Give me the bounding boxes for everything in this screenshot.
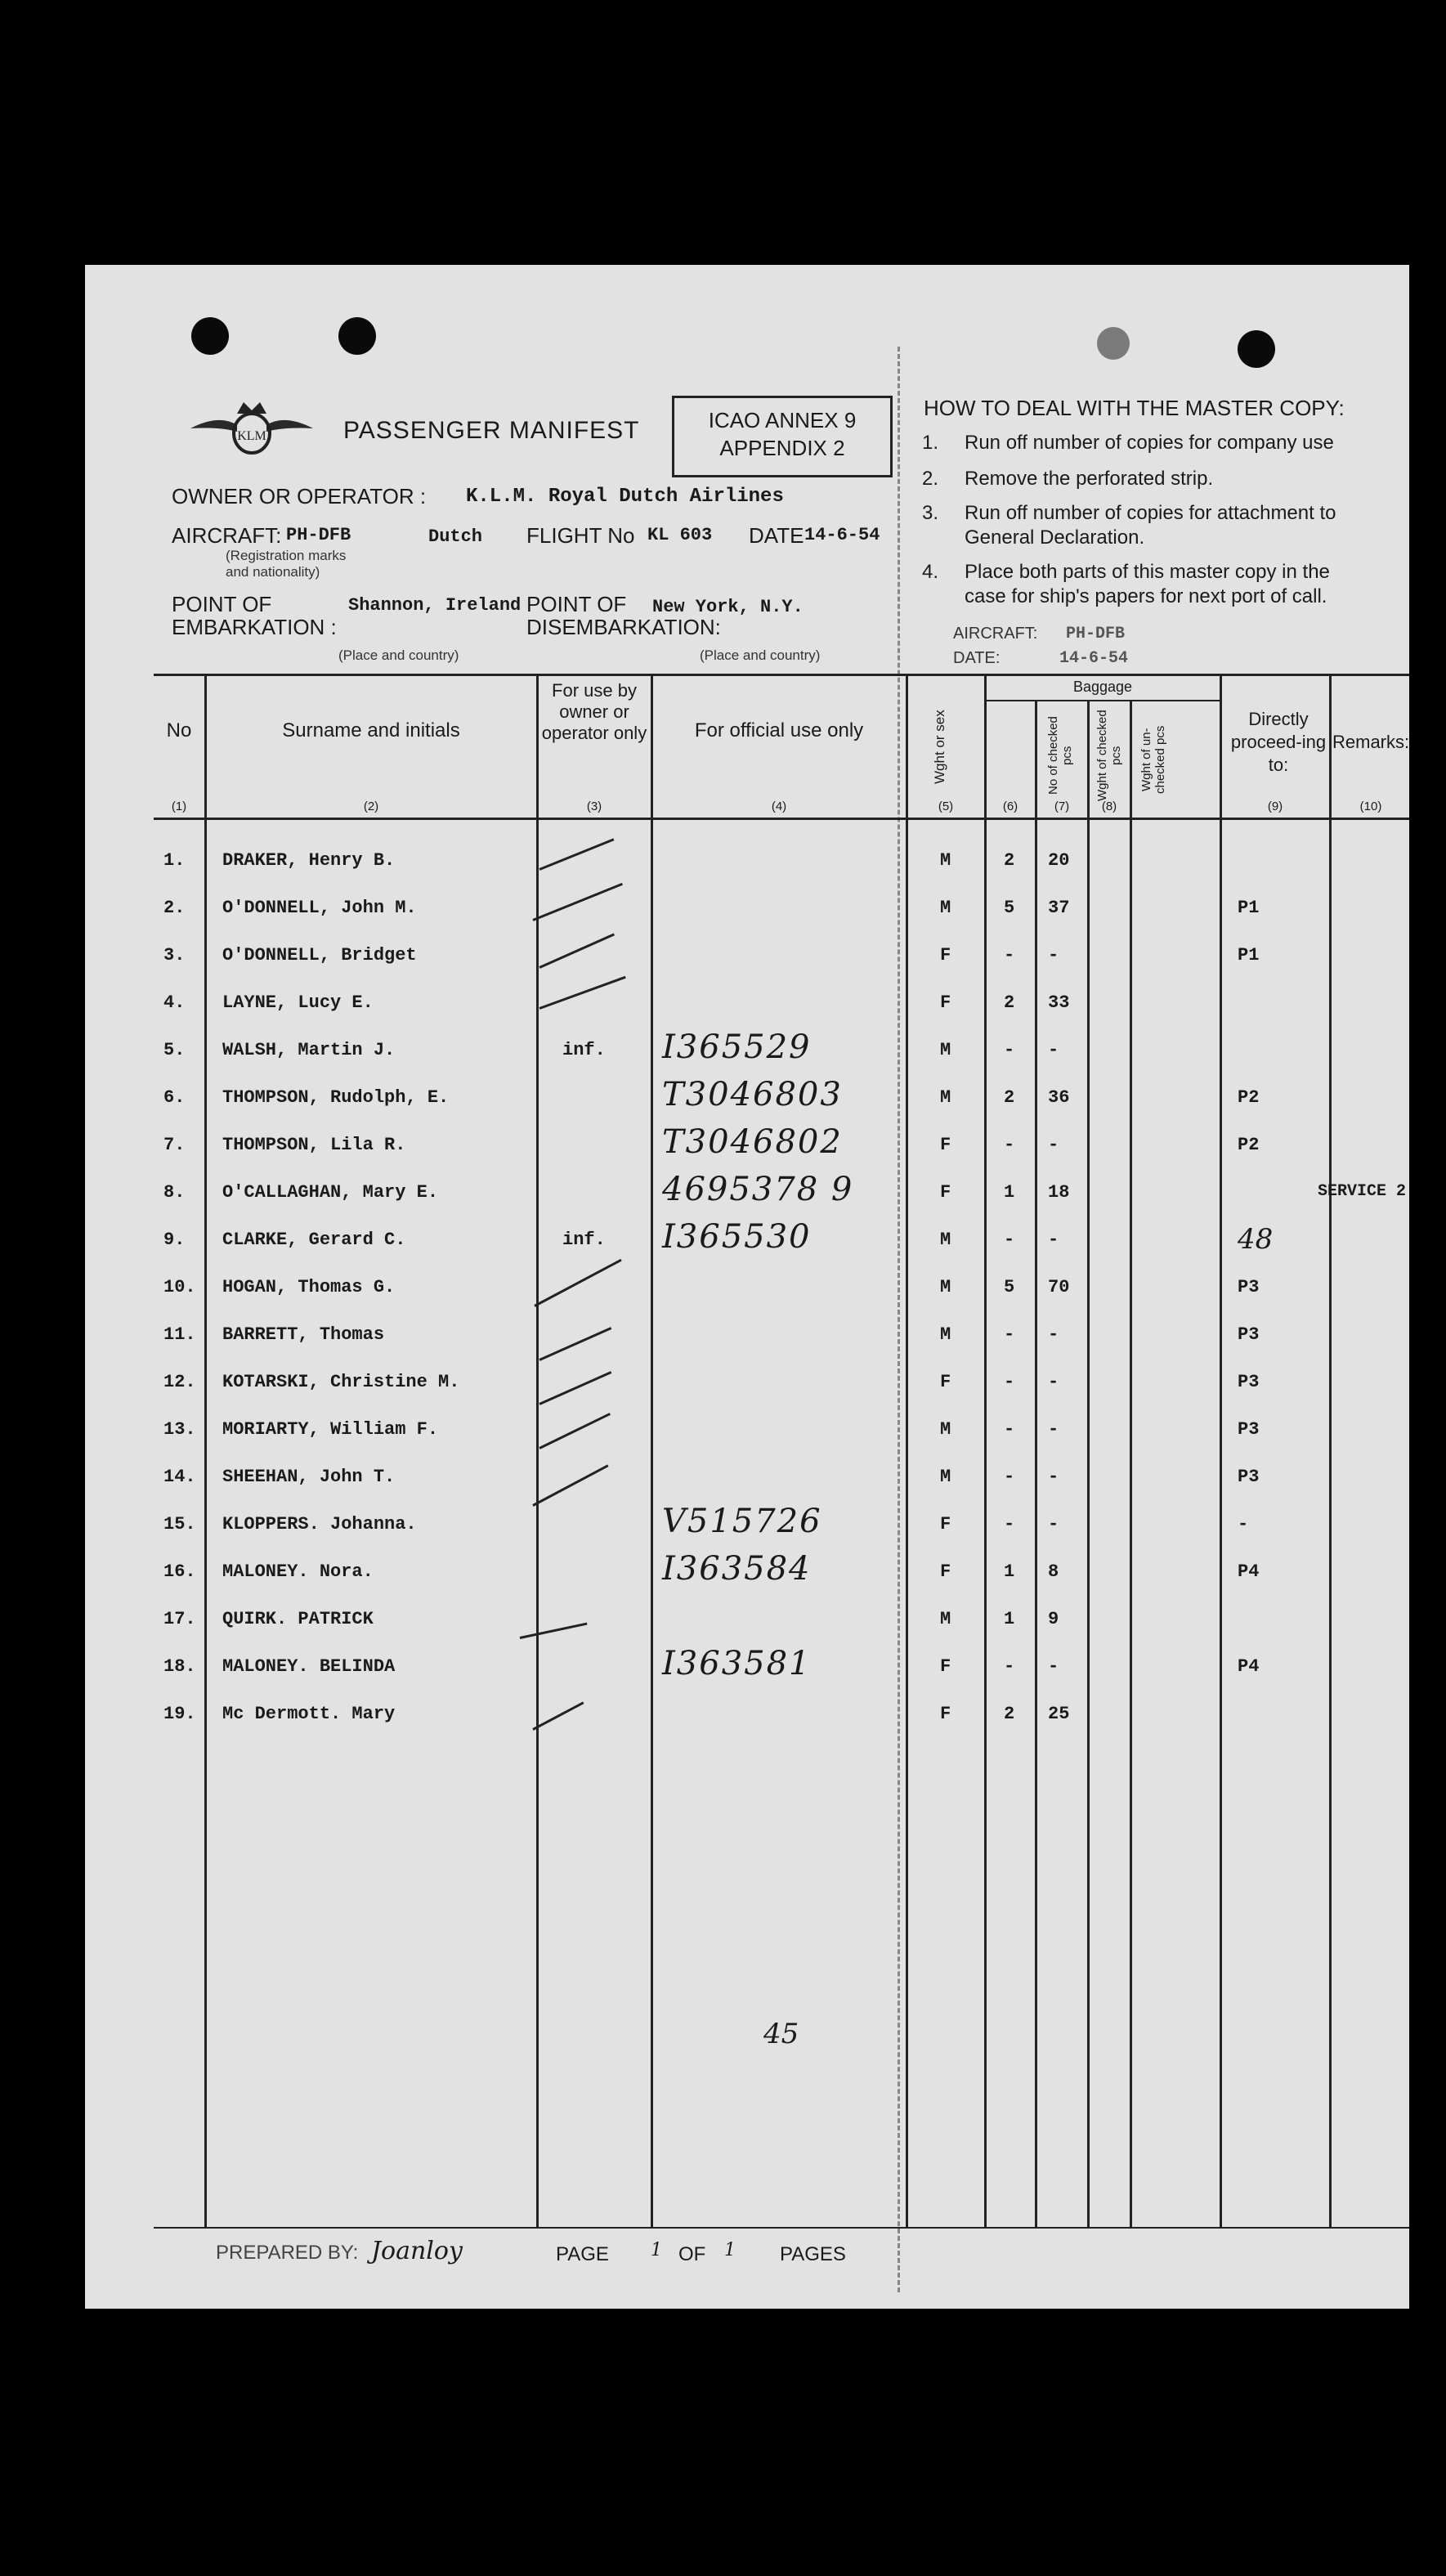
passenger-name: LAYNE, Lucy E. [222,992,374,1013]
colnum-1: (1) [171,800,187,813]
manifest-title: PASSENGER MANIFEST [343,417,640,444]
colnum-10: (10) [1359,800,1382,813]
passenger-name: MALONEY. BELINDA [222,1656,396,1677]
passenger-sex: F [940,992,951,1013]
proceeding-to: P3 [1238,1277,1260,1297]
row-number: 13. [163,1419,196,1440]
checked-weight: 33 [1048,992,1070,1013]
icao-box [672,396,893,477]
checked-weight: - [1048,1514,1059,1534]
passenger-name: Mc Dermott. Mary [222,1704,396,1724]
checked-pieces: 2 [1004,992,1015,1013]
colnum-3: (3) [586,800,602,813]
checked-weight: - [1048,1419,1059,1440]
passenger-sex: M [940,1230,951,1250]
proceeding-to: P1 [1238,898,1260,918]
flight-label: FLIGHT No [526,523,635,548]
colnum-5: (5) [938,800,954,813]
row-number: 3. [163,945,186,965]
official-document-number: I363584 [662,1550,812,1588]
date-label: DATE [749,523,804,548]
instructions-heading: HOW TO DEAL WITH THE MASTER COPY: [924,396,1345,420]
instruction-num-3: 3. [922,502,939,524]
icao-line-2: APPENDIX 2 [719,436,845,460]
passenger-sex: M [940,1467,951,1487]
passenger-name: MALONEY. Nora. [222,1561,374,1582]
checked-weight: 25 [1048,1704,1070,1724]
passenger-name: SHEEHAN, John T. [222,1467,396,1487]
passenger-name: BARRETT, Thomas [222,1324,385,1345]
checked-pieces: - [1004,1135,1015,1155]
passenger-name: O'DONNELL, John M. [222,898,417,918]
official-document-number: T3046802 [662,1123,843,1161]
checked-pieces: 2 [1004,850,1015,871]
checked-weight: - [1048,1230,1059,1250]
total-note: 45 [763,2018,799,2050]
instructions-aircraft-value: PH-DFB [1066,625,1126,643]
checked-pieces: - [1004,1040,1015,1060]
date-value: 14-6-54 [804,525,880,545]
manifest-sheet [85,265,1409,2309]
row-number: 9. [163,1230,186,1250]
disembark-place-note: (Place and country) [700,647,821,663]
checked-pieces: - [1004,1514,1015,1534]
instruction-text-3a: Run off number of copies for attachment to [965,502,1336,524]
checked-pieces: 1 [1004,1561,1015,1582]
passenger-name: CLARKE, Gerard C. [222,1230,406,1250]
checked-pieces: - [1004,1467,1015,1487]
passenger-sex: F [940,1135,951,1155]
colnum-8: (8) [1101,800,1117,813]
checked-weight: - [1048,1372,1059,1392]
row-number: 12. [163,1372,196,1392]
checked-pieces: 2 [1004,1087,1015,1108]
punch-hole-left [191,317,229,355]
row-number: 1. [163,850,186,871]
header-baggage: Baggage [1072,679,1133,695]
row-number: 15. [163,1514,196,1534]
owner-value: K.L.M. Royal Dutch Airlines [466,486,784,508]
passenger-sex: F [940,1561,951,1582]
header-no: No [166,719,192,741]
table-row [85,1372,1409,1419]
registration-note-2: and nationality) [226,564,320,580]
checked-weight: 18 [1048,1182,1070,1203]
official-document-number: V515726 [662,1503,822,1540]
checked-weight: - [1048,1135,1059,1155]
passenger-sex: M [940,1087,951,1108]
proceeding-to: P3 [1238,1419,1260,1440]
proceeding-to: P4 [1238,1656,1260,1677]
checked-pieces: - [1004,1372,1015,1392]
passenger-sex: M [940,898,951,918]
header-checked-pcs: No of checked pcs [1046,716,1074,795]
row-number: 10. [163,1277,196,1297]
row-number: 8. [163,1182,186,1203]
proceeding-to: P2 [1238,1135,1260,1155]
checked-weight: 9 [1048,1609,1059,1629]
row-number: 2. [163,898,186,918]
header-sex: Wght or sex [932,710,947,785]
passenger-name: MORIARTY, William F. [222,1419,439,1440]
embark-place-note: (Place and country) [338,647,459,663]
checked-pieces: - [1004,1230,1015,1250]
checked-pieces: - [1004,1419,1015,1440]
instruction-num-1: 1. [922,432,939,454]
header-checked-wght: Wght of checked pcs [1095,710,1123,801]
checked-weight: 70 [1048,1277,1070,1297]
of-label: OF [678,2243,706,2265]
passenger-sex: F [940,1372,951,1392]
table-row [85,1277,1409,1324]
table-row [85,850,1409,898]
instruction-text-2: Remove the perforated strip. [965,468,1214,490]
row-number: 14. [163,1467,196,1487]
owner-use-mark: inf. [562,1230,606,1250]
instruction-num-2: 2. [922,468,939,490]
nationality-value: Dutch [428,526,483,547]
klm-crown-logo [186,396,317,461]
header-surname: Surname and initials [282,719,460,741]
table-row [85,1704,1409,1751]
icao-line-1: ICAO ANNEX 9 [708,408,857,432]
passenger-sex: M [940,850,951,871]
aircraft-value: PH-DFB [286,525,351,545]
checked-pieces: 1 [1004,1182,1015,1203]
row-number: 18. [163,1656,196,1677]
instruction-text-1: Run off number of copies for company use [965,432,1334,454]
colnum-4: (4) [771,800,787,813]
checked-pieces: 2 [1004,1704,1015,1724]
table-row [85,1645,1409,1704]
passenger-sex: F [940,1704,951,1724]
passenger-sex: F [940,1182,951,1203]
checked-weight: - [1048,1656,1059,1677]
punch-hole-mid-right [1097,327,1130,360]
registration-note-1: (Registration marks [226,548,347,563]
passenger-name: QUIRK. PATRICK [222,1609,374,1629]
instructions-date-label: DATE: [953,649,1001,667]
passenger-name: DRAKER, Henry B. [222,850,396,871]
colnum-9: (9) [1267,800,1283,813]
row-number: 5. [163,1040,186,1060]
row-number: 19. [163,1704,196,1724]
table-row [85,898,1409,945]
passenger-name: KLOPPERS. Johanna. [222,1514,417,1534]
checked-pieces: - [1004,1656,1015,1677]
passenger-sex: M [940,1277,951,1297]
proceeding-to: P4 [1238,1561,1260,1582]
punch-hole-mid [338,317,376,355]
instruction-text-4b: case for ship's papers for next port of call. [965,585,1327,607]
checked-pieces: 5 [1004,1277,1015,1297]
checked-weight: 36 [1048,1087,1070,1108]
checked-pieces: - [1004,945,1015,965]
proceeding-to: 48 [1238,1223,1274,1256]
instruction-text-4a: Place both parts of this master copy in the [965,561,1330,583]
page-value: 1 [651,2240,662,2260]
pages-label: PAGES [780,2243,846,2265]
checked-pieces: 5 [1004,898,1015,918]
checked-pieces: 1 [1004,1609,1015,1629]
owner-label: OWNER OR OPERATOR : [172,484,427,508]
table-row [85,1550,1409,1609]
row-number: 16. [163,1561,196,1582]
row-number: 6. [163,1087,186,1108]
passenger-sex: M [940,1419,951,1440]
proceeding-to: P2 [1238,1087,1260,1108]
passenger-name: THOMPSON, Lila R. [222,1135,406,1155]
embark-label-2: EMBARKATION : [172,615,337,639]
header-unchecked: Wght of un-checked pcs [1139,725,1167,794]
colnum-2: (2) [363,800,379,813]
passenger-name: WALSH, Martin J. [222,1040,396,1060]
page-label: PAGE [556,2243,609,2265]
checked-weight: - [1048,1467,1059,1487]
proceeding-to: P3 [1238,1467,1260,1487]
of-value: 1 [724,2240,736,2260]
official-document-number: 4695378 9 [662,1171,854,1208]
row-number: 7. [163,1135,186,1155]
official-document-number: I365530 [662,1218,812,1256]
embark-label-1: POINT OF [172,592,272,616]
passenger-sex: F [940,1514,951,1534]
checked-weight: - [1048,1040,1059,1060]
preparer-signature: Joanloy [371,2237,463,2265]
table-row [85,1218,1409,1277]
passenger-name: KOTARSKI, Christine M. [222,1372,460,1392]
passenger-sex: M [940,1324,951,1345]
proceeding-to: P3 [1238,1324,1260,1345]
official-document-number: T3046803 [662,1076,843,1113]
svg-text:KLM: KLM [237,429,266,443]
table-row [85,945,1409,992]
checked-weight: - [1048,945,1059,965]
proceeding-to: - [1238,1514,1249,1534]
row-number: 4. [163,992,186,1013]
disembark-label-2: DISEMBARKATION: [526,615,721,639]
passenger-sex: F [940,945,951,965]
owner-use-mark: inf. [562,1040,606,1060]
baggage-subheader-line [984,700,1221,701]
disembark-value: New York, N.Y. [652,597,804,617]
instructions-aircraft-label: AIRCRAFT: [953,625,1038,643]
header-directly: Directly proceed-ing to: [1230,709,1327,775]
passenger-name: HOGAN, Thomas G. [222,1277,396,1297]
checked-weight: 20 [1048,850,1070,871]
instruction-num-4: 4. [922,561,939,583]
punch-hole-right [1238,330,1275,368]
checked-weight: 8 [1048,1561,1059,1582]
checked-weight: 37 [1048,898,1070,918]
passenger-sex: M [940,1609,951,1629]
passenger-name: O'CALLAGHAN, Mary E. [222,1182,439,1203]
proceeding-to: P1 [1238,945,1260,965]
flight-value: KL 603 [647,525,713,545]
instructions-date-value: 14-6-54 [1059,649,1129,668]
passenger-sex: F [940,1656,951,1677]
colnum-6: (6) [1002,800,1018,813]
prepared-label: PREPARED BY: [216,2242,359,2264]
table-row [85,1324,1409,1372]
aircraft-label: AIRCRAFT: [172,523,282,548]
colnum-7: (7) [1054,800,1070,813]
proceeding-to: P3 [1238,1372,1260,1392]
remarks-value: SERVICE 2 [1317,1182,1406,1201]
instruction-text-3b: General Declaration. [965,526,1145,549]
passenger-sex: M [940,1040,951,1060]
disembark-label-1: POINT OF [526,592,627,616]
checked-pieces: - [1004,1324,1015,1345]
official-document-number: I365529 [662,1028,812,1066]
official-document-number: I363581 [662,1645,812,1682]
footer-line [154,2227,1409,2229]
table-row [85,1419,1409,1467]
header-official: For official use only [694,719,864,741]
row-number: 17. [163,1609,196,1629]
embark-value: Shannon, Ireland [348,595,522,616]
row-number: 11. [163,1324,196,1345]
checked-weight: - [1048,1324,1059,1345]
passenger-name: THOMPSON, Rudolph, E. [222,1087,450,1108]
header-owner-use: For use by owner or operator only [541,680,647,743]
header-remarks: Remarks: [1332,732,1410,752]
passenger-name: O'DONNELL, Bridget [222,945,417,965]
